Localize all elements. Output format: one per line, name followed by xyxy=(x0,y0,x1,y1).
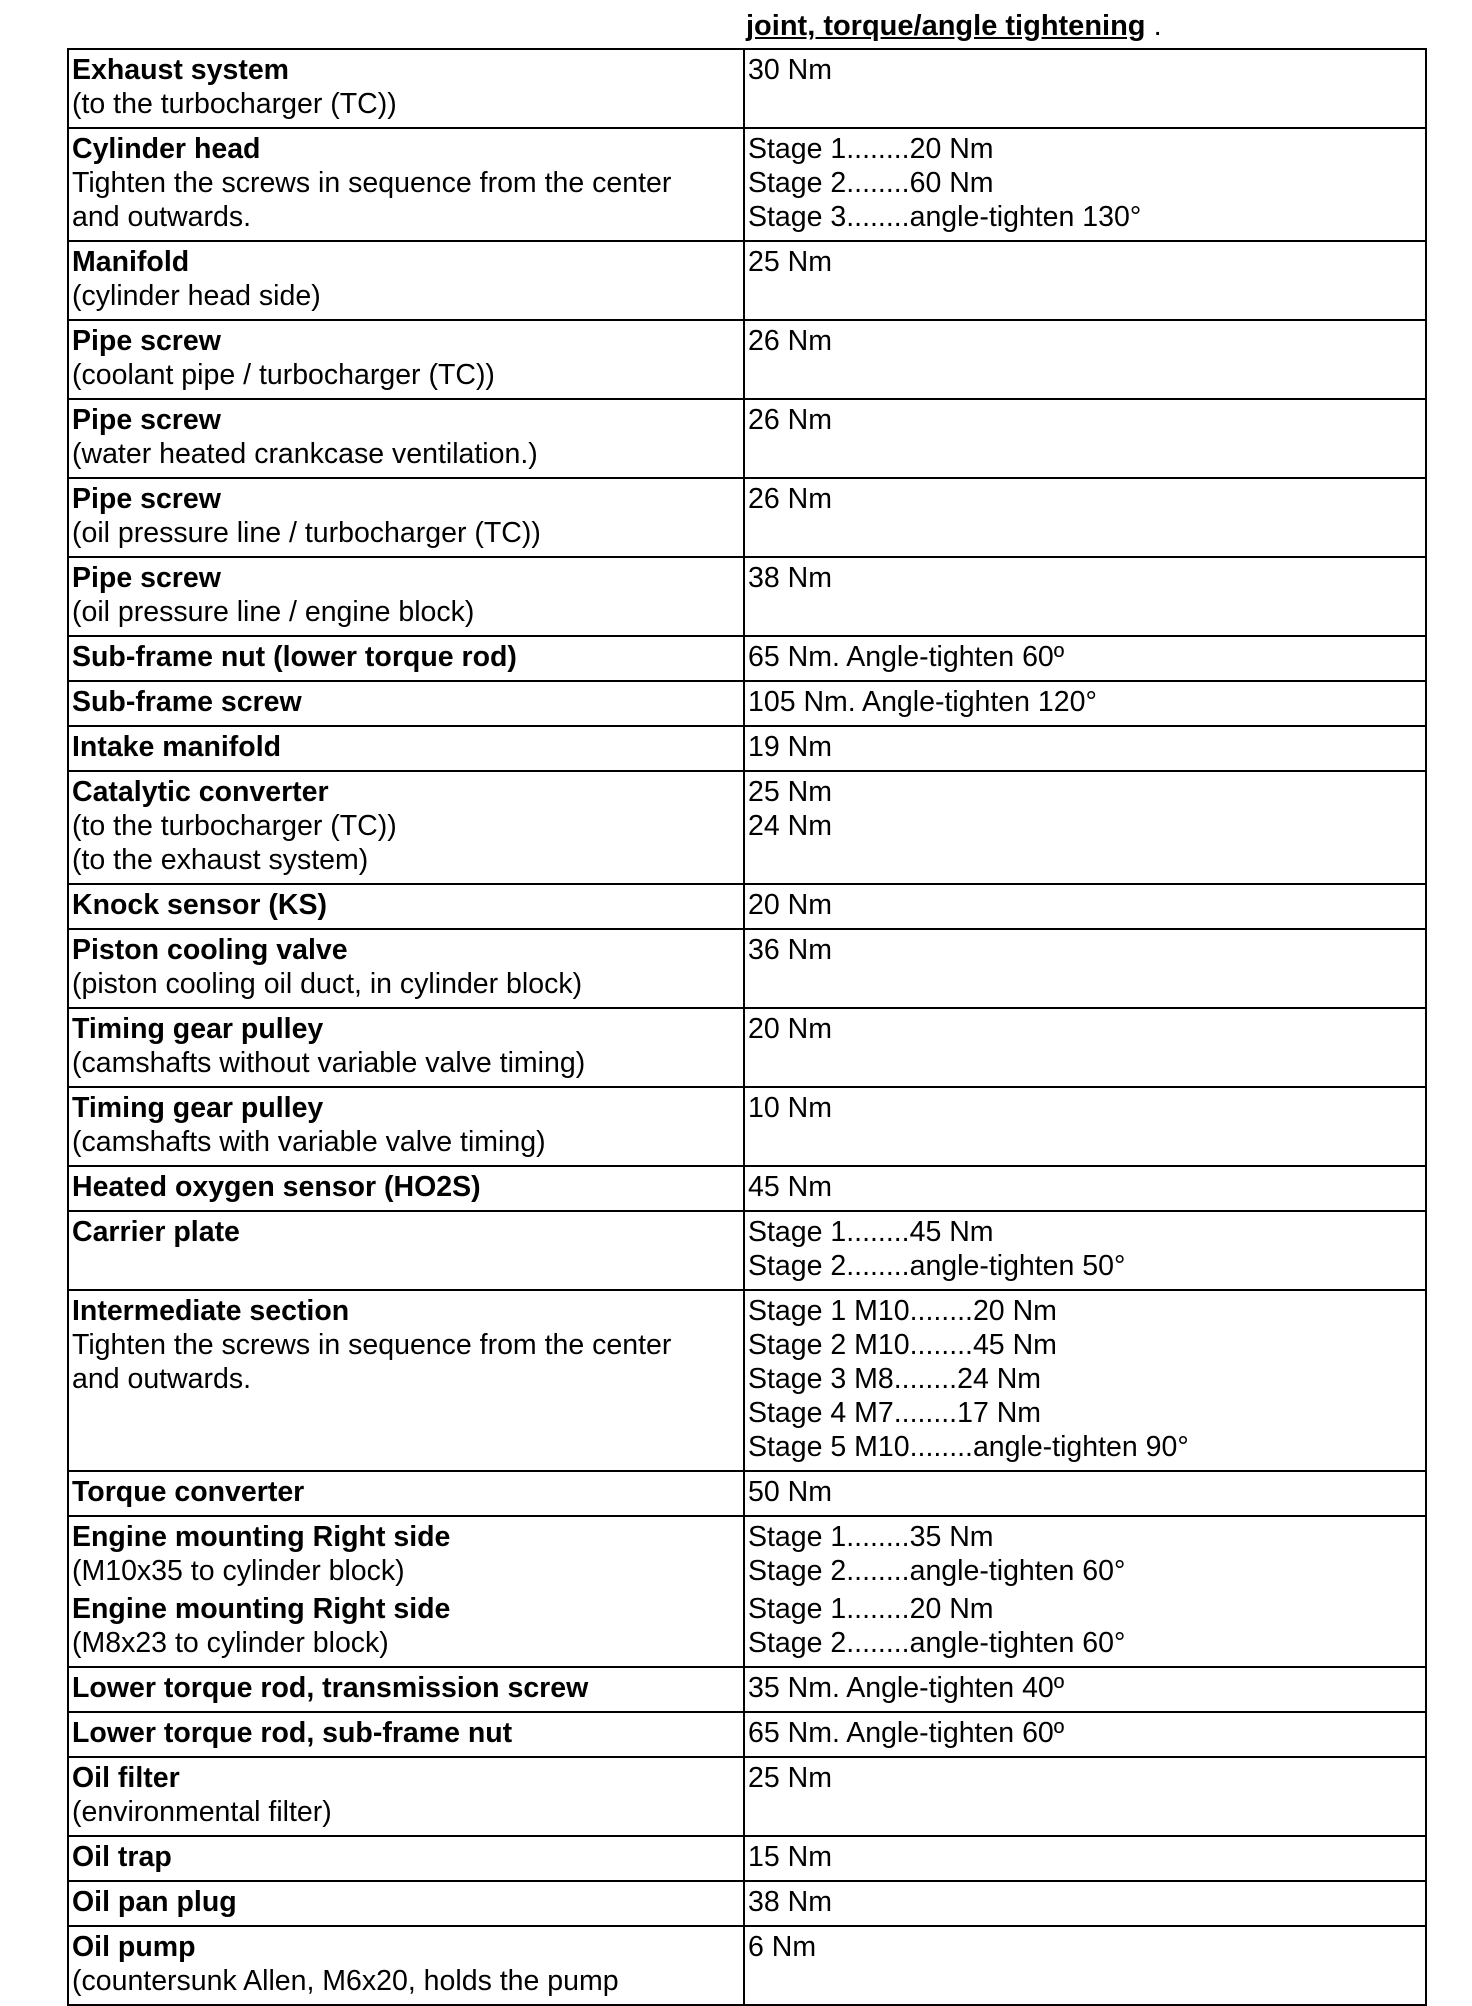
part-description: (piston cooling oil duct, in cylinder block) xyxy=(72,968,583,1000)
torque-cell xyxy=(744,726,1426,771)
table-row xyxy=(68,1290,1426,1471)
torque-cell xyxy=(744,1166,1426,1211)
part-name: Manifold xyxy=(72,246,190,278)
part-cell xyxy=(68,1836,744,1881)
part-cell xyxy=(68,478,744,557)
part-cell xyxy=(68,1471,744,1516)
part-name: Piston cooling valve xyxy=(72,934,348,966)
part-name: Pipe screw xyxy=(72,404,221,436)
part-name: Sub-frame nut (lower torque rod) xyxy=(72,641,517,673)
part-description: (camshafts with variable valve timing) xyxy=(72,1126,546,1158)
table-row xyxy=(68,1836,1426,1881)
torque-value: 19 Nm xyxy=(748,731,832,763)
table-row xyxy=(68,1926,1426,2005)
part-name: Pipe screw xyxy=(72,483,221,515)
part-cell xyxy=(68,929,744,1008)
part-cell xyxy=(68,1926,744,2005)
torque-cell xyxy=(744,1211,1426,1290)
torque-value: 20 Nm xyxy=(748,1013,832,1045)
torque-value: Stage 5 M10........angle-tighten 90° xyxy=(748,1431,1189,1463)
torque-value: 26 Nm xyxy=(748,325,832,357)
part-name: Intermediate section xyxy=(72,1295,350,1327)
part-description: (countersunk Allen, M6x20, holds the pump xyxy=(72,1965,619,1997)
torque-cell xyxy=(744,1926,1426,2005)
part-name: Torque converter xyxy=(72,1476,305,1508)
table-row xyxy=(68,1712,1426,1757)
part-description: (cylinder head side) xyxy=(72,280,321,312)
part-cell xyxy=(68,1290,744,1471)
part-cell xyxy=(68,1166,744,1211)
part-cell xyxy=(68,636,744,681)
table-row xyxy=(68,320,1426,399)
torque-value: 25 Nm xyxy=(748,1762,832,1794)
torque-value: Stage 3........angle-tighten 130° xyxy=(748,201,1142,233)
torque-cell xyxy=(744,241,1426,320)
torque-value: 36 Nm xyxy=(748,934,832,966)
part-description: (to the turbocharger (TC)) xyxy=(72,810,397,842)
part-name: Exhaust system xyxy=(72,54,290,86)
table-row xyxy=(68,557,1426,636)
torque-cell xyxy=(744,636,1426,681)
part-description: (to the turbocharger (TC)) xyxy=(72,88,397,120)
torque-value: 38 Nm xyxy=(748,1886,832,1918)
part-cell xyxy=(68,1087,744,1166)
table-row xyxy=(68,1667,1426,1712)
part-name: Heated oxygen sensor (HO2S) xyxy=(72,1171,481,1203)
part-cell xyxy=(68,1211,744,1290)
torque-value: 35 Nm. Angle-tighten 40º xyxy=(748,1672,1065,1704)
part-name: Engine mounting Right side xyxy=(72,1521,451,1553)
part-name: Oil pump xyxy=(72,1931,196,1963)
part-description: (to the exhaust system) xyxy=(72,844,369,876)
part-name: Oil pan plug xyxy=(72,1886,237,1918)
table-row xyxy=(68,929,1426,1008)
torque-value: Stage 1........45 Nm xyxy=(748,1216,994,1248)
torque-value: Stage 1 M10........20 Nm xyxy=(748,1295,1057,1327)
part-name: Intake manifold xyxy=(72,731,282,763)
header-bold-text: joint, torque/angle tightening xyxy=(746,10,1146,42)
torque-value: 50 Nm xyxy=(748,1476,832,1508)
part-description: (water heated crankcase ventilation.) xyxy=(72,438,538,470)
torque-cell xyxy=(744,399,1426,478)
torque-cell xyxy=(744,320,1426,399)
torque-cell xyxy=(744,1516,1426,1667)
part-description: (M10x35 to cylinder block) xyxy=(72,1555,405,1587)
torque-cell xyxy=(744,1471,1426,1516)
part-name: Pipe screw xyxy=(72,562,221,594)
torque-cell xyxy=(744,49,1426,128)
torque-value: 20 Nm xyxy=(748,889,832,921)
table-row xyxy=(68,128,1426,241)
torque-value: Stage 2........angle-tighten 60° xyxy=(748,1627,1126,1659)
part-name: Cylinder head xyxy=(72,133,261,165)
table-row xyxy=(68,1881,1426,1926)
torque-cell xyxy=(744,1008,1426,1087)
part-description: and outwards. xyxy=(72,1363,252,1395)
torque-value: 6 Nm xyxy=(748,1931,817,1963)
part-name: Engine mounting Right side xyxy=(72,1593,451,1625)
part-description: (oil pressure line / turbocharger (TC)) xyxy=(72,517,541,549)
part-name: Carrier plate xyxy=(72,1216,240,1248)
part-description: Tighten the screws in sequence from the center xyxy=(72,1329,672,1361)
part-cell xyxy=(68,128,744,241)
part-cell xyxy=(68,557,744,636)
table-row xyxy=(68,1757,1426,1836)
part-cell xyxy=(68,399,744,478)
table-header-caption xyxy=(746,6,1162,46)
part-cell xyxy=(68,884,744,929)
torque-cell xyxy=(744,557,1426,636)
torque-cell xyxy=(744,681,1426,726)
header-suffix: . xyxy=(1145,10,1162,42)
part-description: and outwards. xyxy=(72,201,252,233)
torque-value: 25 Nm xyxy=(748,776,832,808)
part-name: Oil trap xyxy=(72,1841,172,1873)
torque-spec-table xyxy=(67,48,1427,2006)
part-cell xyxy=(68,726,744,771)
table-row xyxy=(68,1516,1426,1667)
torque-value: Stage 2........angle-tighten 50° xyxy=(748,1250,1126,1282)
table-row xyxy=(68,1166,1426,1211)
part-name: Oil filter xyxy=(72,1762,180,1794)
torque-value: 45 Nm xyxy=(748,1171,832,1203)
torque-value: 38 Nm xyxy=(748,562,832,594)
torque-cell xyxy=(744,1836,1426,1881)
torque-value: 25 Nm xyxy=(748,246,832,278)
table-row xyxy=(68,399,1426,478)
torque-cell xyxy=(744,771,1426,884)
torque-value: 30 Nm xyxy=(748,54,832,86)
torque-value: 15 Nm xyxy=(748,1841,832,1873)
part-cell xyxy=(68,1667,744,1712)
torque-value: Stage 1........35 Nm xyxy=(748,1521,994,1553)
part-name: Knock sensor (KS) xyxy=(72,889,327,921)
torque-value: 24 Nm xyxy=(748,810,832,842)
part-cell xyxy=(68,1008,744,1087)
part-cell xyxy=(68,771,744,884)
torque-value: 65 Nm. Angle-tighten 60º xyxy=(748,641,1065,673)
part-name: Lower torque rod, sub-frame nut xyxy=(72,1717,513,1749)
table-row xyxy=(68,49,1426,128)
part-cell xyxy=(68,241,744,320)
table-row xyxy=(68,1087,1426,1166)
torque-cell xyxy=(744,1290,1426,1471)
table-row xyxy=(68,478,1426,557)
torque-cell xyxy=(744,478,1426,557)
part-name: Catalytic converter xyxy=(72,776,329,808)
torque-value: Stage 1........20 Nm xyxy=(748,133,994,165)
torque-value: Stage 2........60 Nm xyxy=(748,167,994,199)
part-name: Timing gear pulley xyxy=(72,1013,324,1045)
table-row xyxy=(68,681,1426,726)
torque-value: 26 Nm xyxy=(748,404,832,436)
part-name: Pipe screw xyxy=(72,325,221,357)
part-cell xyxy=(68,1516,744,1667)
torque-cell xyxy=(744,1757,1426,1836)
part-cell xyxy=(68,320,744,399)
part-description: (camshafts without variable valve timing) xyxy=(72,1047,586,1079)
torque-value: 105 Nm. Angle-tighten 120° xyxy=(748,686,1097,718)
table-row xyxy=(68,884,1426,929)
torque-cell xyxy=(744,1667,1426,1712)
part-cell xyxy=(68,1881,744,1926)
torque-value: Stage 2........angle-tighten 60° xyxy=(748,1555,1126,1587)
part-description: (coolant pipe / turbocharger (TC)) xyxy=(72,359,495,391)
part-name: Lower torque rod, transmission screw xyxy=(72,1672,589,1704)
torque-cell xyxy=(744,1087,1426,1166)
part-description: Tighten the screws in sequence from the center xyxy=(72,167,672,199)
part-cell xyxy=(68,49,744,128)
torque-value: Stage 3 M8........24 Nm xyxy=(748,1363,1042,1395)
torque-value: Stage 4 M7........17 Nm xyxy=(748,1397,1042,1429)
torque-value: 10 Nm xyxy=(748,1092,832,1124)
part-name: Timing gear pulley xyxy=(72,1092,324,1124)
part-cell xyxy=(68,1712,744,1757)
part-cell xyxy=(68,1757,744,1836)
table-row xyxy=(68,771,1426,884)
table-row xyxy=(68,636,1426,681)
torque-cell xyxy=(744,1712,1426,1757)
part-description: (environmental filter) xyxy=(72,1796,332,1828)
part-cell xyxy=(68,681,744,726)
table-row xyxy=(68,1008,1426,1087)
part-description: (M8x23 to cylinder block) xyxy=(72,1627,389,1659)
table-row xyxy=(68,1211,1426,1290)
part-name: Sub-frame screw xyxy=(72,686,302,718)
part-description: (oil pressure line / engine block) xyxy=(72,596,475,628)
table-row xyxy=(68,241,1426,320)
torque-value: 26 Nm xyxy=(748,483,832,515)
table-row xyxy=(68,1471,1426,1516)
torque-cell xyxy=(744,929,1426,1008)
torque-value: Stage 2 M10........45 Nm xyxy=(748,1329,1057,1361)
torque-value: 65 Nm. Angle-tighten 60º xyxy=(748,1717,1065,1749)
torque-cell xyxy=(744,128,1426,241)
torque-cell xyxy=(744,1881,1426,1926)
torque-value: Stage 1........20 Nm xyxy=(748,1593,994,1625)
torque-cell xyxy=(744,884,1426,929)
table-row xyxy=(68,726,1426,771)
torque-spec-table-body xyxy=(68,49,1426,2005)
